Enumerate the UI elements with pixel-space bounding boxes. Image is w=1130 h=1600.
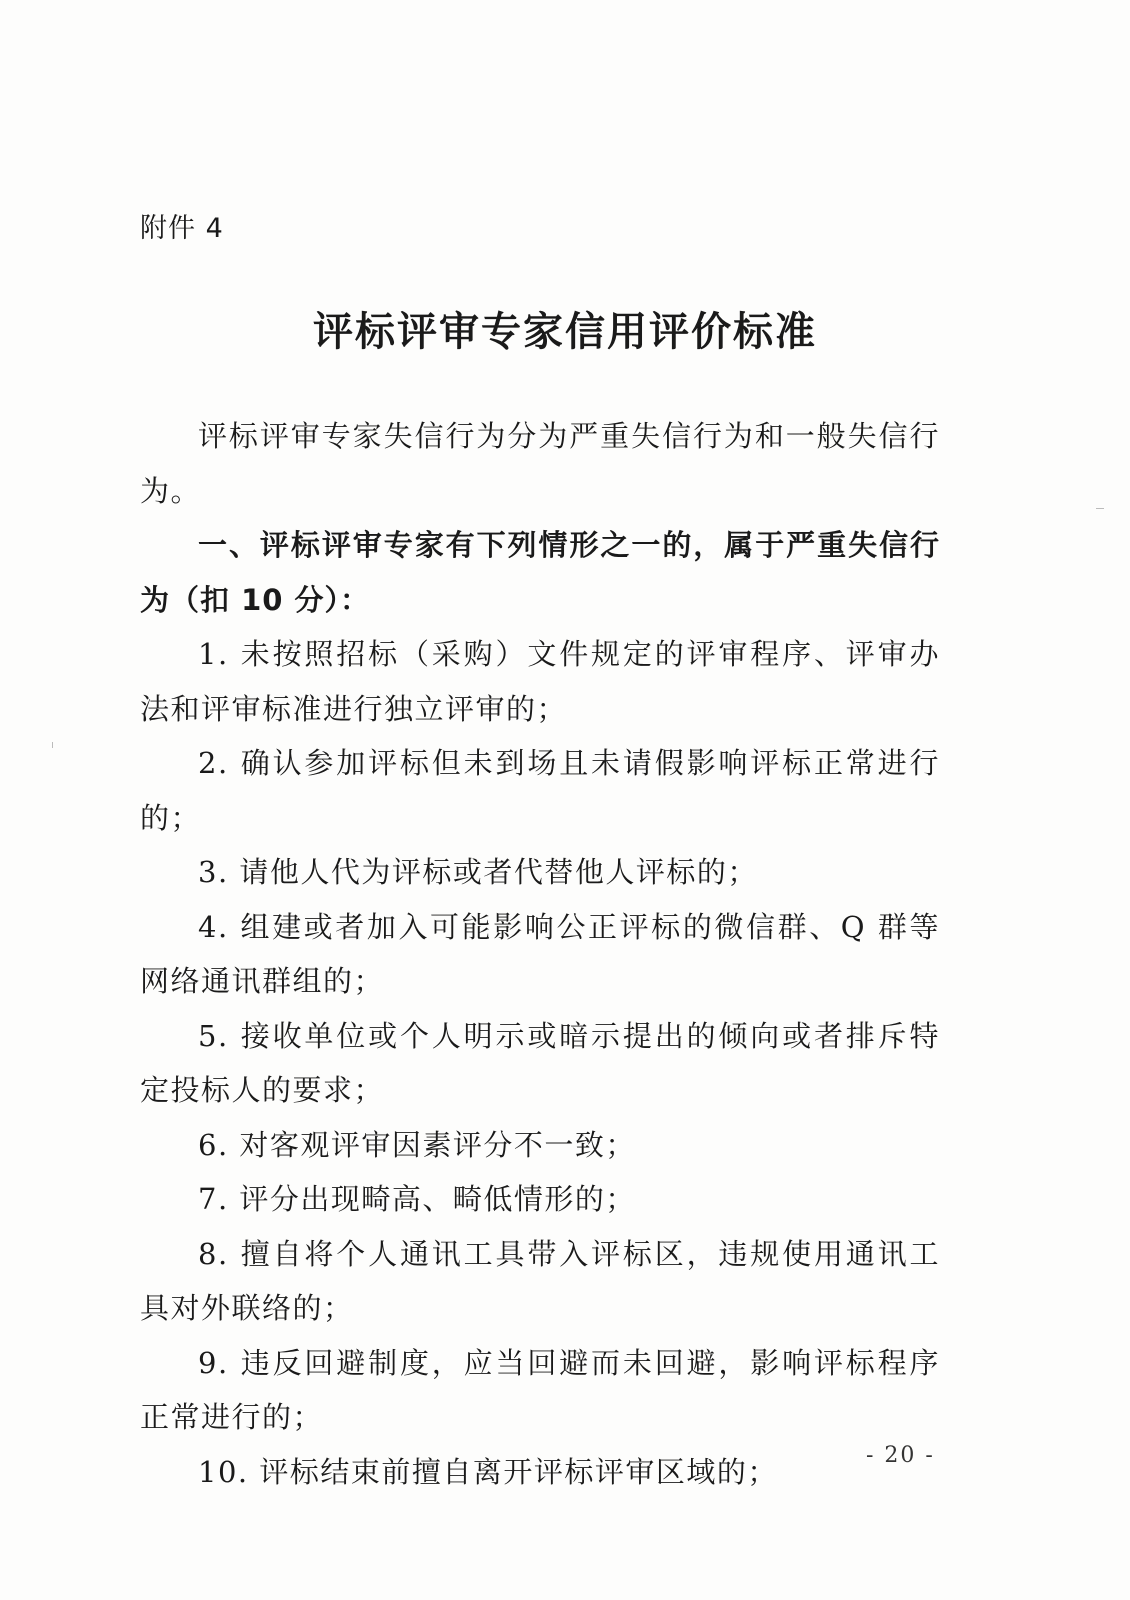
- document-body: [140, 409, 940, 1499]
- intro-paragraph: 评标评审专家失信行为分为严重失信行为和一般失信行为。: [140, 419, 940, 508]
- list-item: 9. 违反回避制度，应当回避而未回避，影响评标程序正常进行的；: [140, 1345, 940, 1434]
- list-item: 8. 擅自将个人通讯工具带入评标区，违规使用通讯工具对外联络的；: [140, 1236, 940, 1325]
- document-title: 评标评审专家信用评价标准: [313, 309, 817, 355]
- list-item: 3. 请他人代为评标或者代替他人评标的；: [198, 855, 758, 889]
- list-item: 2. 确认参加评标但未到场且未请假影响评标正常进行的；: [140, 746, 940, 835]
- attachment-label: 附件 4: [140, 213, 224, 244]
- list-item: 1. 未按照招标（采购）文件规定的评审程序、评审办法和评审标准进行独立评审的；: [140, 637, 940, 726]
- list-item: 5. 接收单位或个人明示或暗示提出的倾向或者排斥特定投标人的要求；: [140, 1018, 940, 1107]
- scan-artifact: [52, 742, 53, 748]
- list-item: 7. 评分出现畸高、畸低情形的；: [198, 1182, 636, 1216]
- section-heading: 一、评标评审专家有下列情形之一的，属于严重失信行为（扣 10 分）：: [140, 528, 940, 617]
- list-item: 6. 对客观评审因素评分不一致；: [198, 1127, 636, 1162]
- page-number: - 20 -: [866, 1443, 935, 1468]
- list-item: 4. 组建或者加入可能影响公正评标的微信群、Q 群等网络通讯群组的；: [140, 909, 940, 998]
- scan-artifact: [1096, 508, 1104, 509]
- list-item: 10. 评标结束前擅自离开评标评审区域的；: [198, 1454, 778, 1489]
